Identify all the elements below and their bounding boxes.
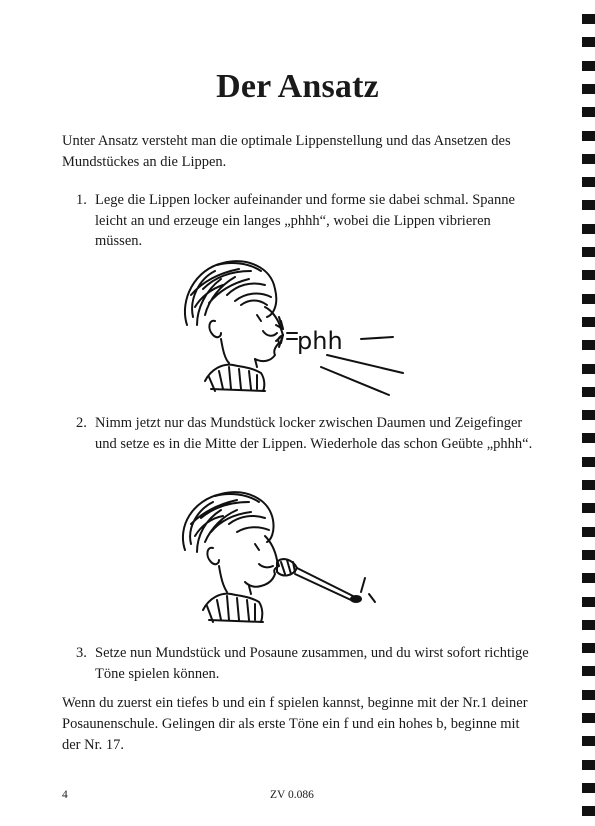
binding-hole bbox=[582, 433, 595, 443]
binding-hole bbox=[582, 107, 595, 117]
binding-hole bbox=[582, 154, 595, 164]
step-number: 2. bbox=[76, 415, 87, 431]
binding-hole bbox=[582, 177, 595, 187]
step-2 bbox=[76, 413, 536, 454]
binding-hole bbox=[582, 131, 595, 141]
intro-paragraph: Unter Ansatz versteht man die optimale Lippenstellung und das Ansetzen des Mundstückes an die Lippen. bbox=[62, 133, 511, 170]
step-number: 1. bbox=[76, 192, 87, 208]
phh-label: phh bbox=[297, 327, 343, 355]
binding-hole bbox=[582, 224, 595, 234]
binding-hole bbox=[582, 666, 595, 676]
binding-hole bbox=[582, 760, 595, 770]
step-1 bbox=[76, 190, 536, 252]
page-number: 4 bbox=[62, 789, 68, 801]
binding-hole bbox=[582, 527, 595, 537]
binding-hole bbox=[582, 317, 595, 327]
step-number: 3. bbox=[76, 645, 87, 661]
binding-hole bbox=[582, 550, 595, 560]
binding-hole bbox=[582, 294, 595, 304]
binding-hole bbox=[582, 597, 595, 607]
binding-hole bbox=[582, 14, 595, 24]
binding-hole bbox=[582, 410, 595, 420]
binding-hole bbox=[582, 643, 595, 653]
step-text: Lege die Lippen locker aufeinander und forme sie dabei schmal. Spanne leicht an und erzeuge ein langes „phhh“, wobei die Lippen vibrieren müssen. bbox=[95, 192, 515, 249]
binding-hole bbox=[582, 247, 595, 257]
binding-hole bbox=[582, 736, 595, 746]
binding-hole bbox=[582, 387, 595, 397]
binding-hole bbox=[582, 37, 595, 47]
binding-hole bbox=[582, 340, 595, 350]
spiral-binding bbox=[575, 0, 595, 826]
step-text: Nimm jetzt nur das Mundstück locker zwischen Daumen und Zeigefinger und setze es in die Mitte der Lippen. Wiederhole das schon Geübte „phhh“. bbox=[95, 415, 533, 452]
binding-hole bbox=[582, 806, 595, 816]
binding-hole bbox=[582, 270, 595, 280]
binding-hole bbox=[582, 713, 595, 723]
boy-with-mouthpiece-illustration bbox=[175, 490, 395, 630]
binding-hole bbox=[582, 457, 595, 467]
binding-hole bbox=[582, 783, 595, 793]
page-title: Der Ansatz bbox=[216, 68, 379, 105]
closing-paragraph: Wenn du zuerst ein tiefes b und ein f spielen kannst, beginne mit der Nr.1 deiner Posaunenschule. Gelingen dir als erste Töne ein f und ein hohes b, beginne mit der Nr. 17. bbox=[62, 695, 528, 753]
step-text: Setze nun Mundstück und Posaune zusammen, und du wirst sofort richtige Töne spielen können. bbox=[95, 645, 529, 682]
binding-hole bbox=[582, 690, 595, 700]
binding-hole bbox=[582, 503, 595, 513]
binding-hole bbox=[582, 480, 595, 490]
binding-hole bbox=[582, 573, 595, 583]
boy-buzzing-lips-illustration bbox=[175, 255, 415, 400]
step-3 bbox=[76, 643, 536, 684]
binding-hole bbox=[582, 364, 595, 374]
binding-hole bbox=[582, 620, 595, 630]
catalog-code: ZV 0.086 bbox=[270, 789, 314, 801]
binding-hole bbox=[582, 200, 595, 210]
